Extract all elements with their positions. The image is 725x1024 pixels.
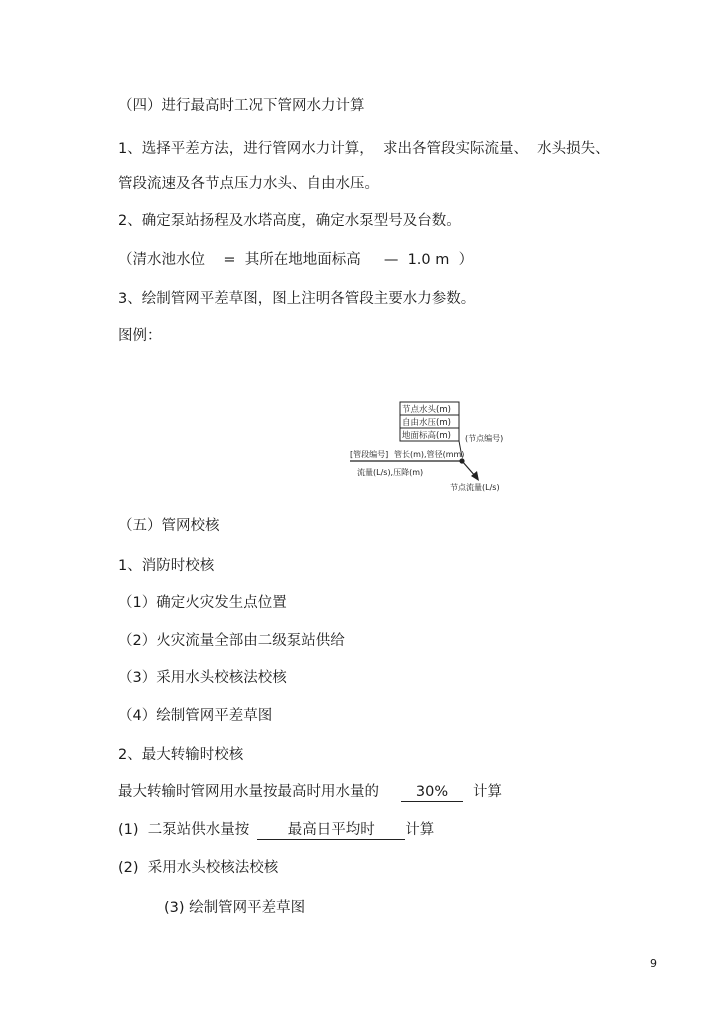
item-3: 3、绘制管网平差草图，图上注明各管段主要水力参数。 xyxy=(118,291,476,307)
sub-2-max-transfer-check: 2、最大转输时校核 xyxy=(118,747,244,763)
max-transfer-sentence xyxy=(118,782,502,802)
fire-step-2: （2）火灾流量全部由二级泵站供给 xyxy=(118,633,345,649)
water-level-note: （清水池水位 = 其所在地地面标高 — 1.0 m ） xyxy=(118,252,474,268)
legend-free-pressure-text: 自由水压(m) xyxy=(402,418,451,428)
sub-1-fire-check: 1、消防时校核 xyxy=(118,558,215,574)
transfer-point-1 xyxy=(118,820,434,840)
item-1-line-2: 管段流速及各节点压力水头、自由水压。 xyxy=(118,176,379,192)
fire-step-1: （1）确定火灾发生点位置 xyxy=(118,595,287,611)
legend-label: 图例： xyxy=(118,328,162,344)
max-transfer-fill-value: 30% xyxy=(401,784,463,802)
legend-node-head-text: 节点水头(m) xyxy=(402,405,451,415)
max-transfer-text-after: 计算 xyxy=(473,784,502,800)
item-1-line-1: 1、选择平差方法，进行管网水力计算， 求出各管段实际流量、 水头损失、 xyxy=(118,141,610,157)
legend-pipe-params-text: 管长(m),管径(mm) xyxy=(394,450,465,459)
transfer-point-3: (3) 绘制管网平差草图 xyxy=(164,900,306,916)
transfer-point-1-fill-value: 最高日平均时 xyxy=(257,822,405,840)
max-transfer-text-before: 最大转输时管网用水量按最高时用水量的 xyxy=(118,784,379,800)
transfer-point-1-before: (1) 二泵站供水量按 xyxy=(118,822,250,838)
legend-node-id-text: (节点编号) xyxy=(465,434,504,443)
section-5-heading: （五）管网校核 xyxy=(118,518,220,534)
fire-step-4: （4）绘制管网平差草图 xyxy=(118,708,273,724)
page-number: 9 xyxy=(650,957,657,970)
item-2: 2、确定泵站扬程及水塔高度，确定水泵型号及台数。 xyxy=(118,213,461,229)
legend-flow-params-text: 流量(L/s),压降(m) xyxy=(357,468,424,477)
transfer-point-2: (2) 采用水头校核法校核 xyxy=(118,860,279,876)
legend-pipe-id-text: [管段编号] xyxy=(350,450,389,459)
fire-step-3: （3）采用水头校核法校核 xyxy=(118,670,287,686)
transfer-point-1-after: 计算 xyxy=(405,822,435,838)
legend-node-flow-text: 节点流量(L/s) xyxy=(450,483,500,492)
section-4-heading: （四）进行最高时工况下管网水力计算 xyxy=(118,98,365,114)
legend-ground-elevation-text: 地面标高(m) xyxy=(402,431,451,441)
